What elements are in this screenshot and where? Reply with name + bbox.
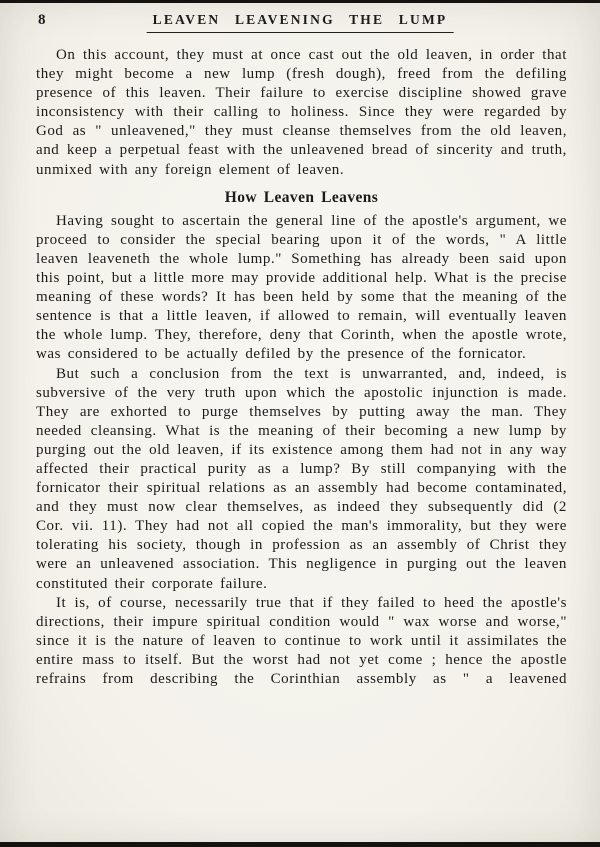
page-header <box>38 10 562 40</box>
paragraph: It is, of course, necessarily true that if they failed to heed the apostle's directions, their impure spiritual condition would " wax worse and worse," since it is the nature of leaven to continue to work until it assimilates the entire mass to itself. But the worst had not yet come ; hence the apostle refrains from describing the Corinthian assembly as " a leavened <box>36 594 567 687</box>
scan-edge-top <box>0 0 600 3</box>
paragraph: Having sought to ascertain the general line of the apostle's argument, we proceed to consider the special bearing upon it of the words, " A little leaven leaveneth the whole lump." Something has already been said upon this point, but a little more may provide additional help. What is the precise meaning of these words? It has been held by some that the meaning of the sentence is that a little leaven, if allowed to remain, will eventually leaven the whole lump. They, therefore, deny that Corinth, when the apostle wrote, was considered to be actually defiled by the presence of the fornicator. <box>36 212 567 363</box>
body-text <box>36 46 567 689</box>
page-number: 8 <box>38 12 46 28</box>
running-header: LEAVEN LEAVENING THE LUMP <box>147 12 454 33</box>
section-heading: How Leaven Leavens <box>224 188 379 206</box>
paragraph: On this account, they must at once cast out the old leaven, in order that they might become a new lump (fresh dough), freed from the defiling presence of this leaven. Their failure to exercise discipline showed grave inconsistency with their calling to holiness. Since they were regarded by God as " unleavened," they must cleanse themselves from the old leaven, and keep a perpetual feast with the unleavened bread of sincerity and truth, unmixed with any foreign element of leaven. <box>36 47 567 178</box>
scan-edge-bottom <box>0 842 600 847</box>
paragraph: But such a conclusion from the text is unwarranted, and, indeed, is subversive of the very truth upon which the apostolic injunction is made. They are exhorted to purge themselves by putting away the man. They needed cleansing. What is the meaning of their becoming a new lump by purging out the old leaven, if its existence among them had not in any way affected their practical purity as a lump? By still companying with the fornicator their spiritual relations as an assembly had become contaminated, and they must now clear themselves, as indeed they subsequently did (2 Cor. vii. 11). They had not all copied the man's immorality, but they were tolerating his society, though in profession as an assembly of Christ they were an unleavened association. This negligence in purging out the leaven constituted their corporate failure. <box>36 365 567 592</box>
